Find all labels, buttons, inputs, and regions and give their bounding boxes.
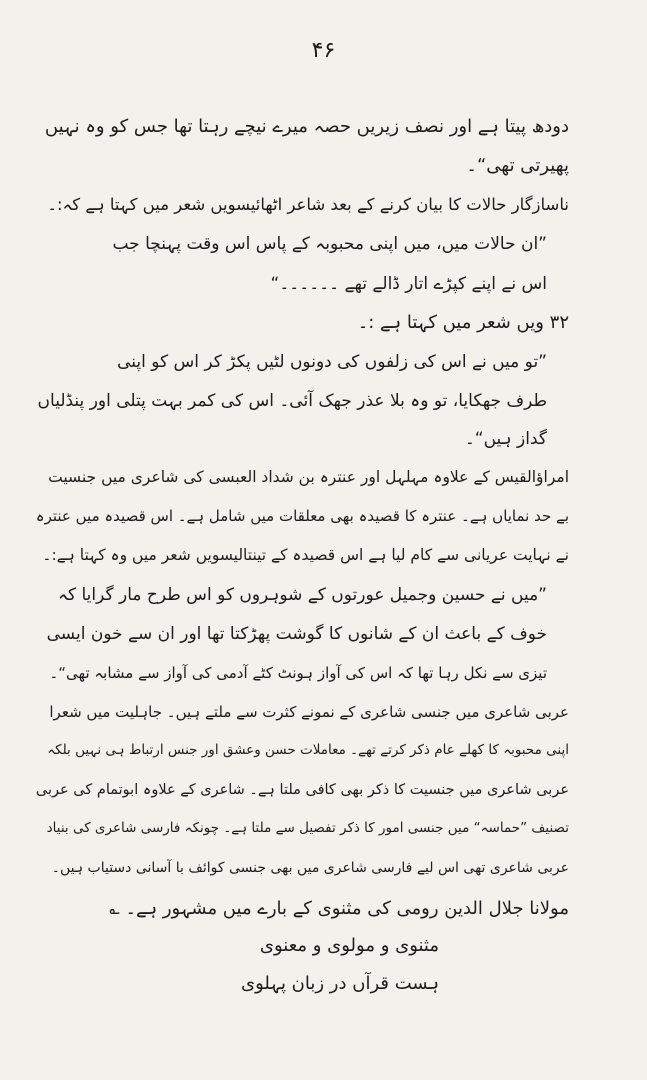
text-line: دودھ پیتا ہے اور نصف زیریں حصہ میرے نیچے رہتا تھا جس کو وہ نہیں bbox=[44, 116, 569, 137]
text-line: عربی شاعری میں جنسیت کا ذکر بھی کافی ملتا ہے۔ شاعری کے علاوہ ابوتمام کی عربی bbox=[35, 782, 569, 798]
text-line: تصنیف ”حماسہ“ میں جنسی امور کا ذکر تفصیل سے ملتا ہے۔ چونکہ فارسی شاعری کی بنیاد bbox=[46, 820, 569, 836]
quote-line: طرف جھکایا، تو وہ بلا عذر جھک آئی۔ اس کی کمر بہت پتلی اور پنڈلیاں bbox=[37, 391, 547, 411]
text-line: پھیرتی تھی“۔ bbox=[466, 155, 569, 176]
verse-line: ہست قرآں در زبان پہلوی bbox=[241, 973, 439, 994]
text-line: عربی شاعری میں جنسی شاعری کے نمونے کثرت سے ملتے ہیں۔ جاہلیت میں شعرا bbox=[49, 703, 569, 721]
text-line: ناسازگار حالات کا بیان کرنے کے بعد شاعر اٹھائیسویں شعر میں کہتا ہے کہ:۔ bbox=[47, 195, 569, 214]
text-line: ۳۲ ویں شعر میں کہتا ہے :۔ bbox=[357, 312, 569, 333]
quote-line: ”میں نے حسین وجمیل عورتوں کے شوہروں کو اس طرح مار گرایا کہ bbox=[58, 585, 547, 605]
text-line: اپنی محبوبہ کا کھلے عام ذکر کرتے تھے۔ معاملات حسن وعشق اور جنس ارتباط ہی نہیں بلکہ bbox=[47, 742, 569, 758]
quote-line: گداز ہیں“۔ bbox=[464, 429, 547, 449]
verse-line: مثنوی و مولوی و معنوی bbox=[259, 935, 439, 956]
quote-line: ”ان حالات میں، میں اپنی محبوبہ کے پاس اس وقت پہنچا جب bbox=[112, 234, 547, 254]
quote-line: خوف کے باعث ان کے شانوں کا گوشت پھڑکتا تھا اور ان سے خون ایسی bbox=[46, 624, 547, 644]
text-line: بے حد نمایاں ہے۔ عنترہ کا قصیدہ بھی معلقات میں شامل ہے۔ اس قصیدہ میں عنترہ bbox=[35, 507, 569, 525]
quote-line: اس نے اپنے کپڑے اتار ڈالے تھے ۔۔۔۔۔۔“ bbox=[270, 274, 547, 294]
quote-line: تیزی سے نکل رہا تھا کہ اس کی آواز ہونٹ کٹے آدمی کی آواز سے مشابہ تھی“۔ bbox=[49, 664, 547, 682]
text-line: عربی شاعری تھی اس لیے فارسی شاعری میں بھی جنسی کوائف با آسانی دستیاب ہیں۔ bbox=[51, 860, 569, 876]
text-line: مولانا جلال الدین رومی کی مثنوی کے بارے میں مشہور ہے۔ ؎ bbox=[109, 898, 569, 919]
quote-line: ”تو میں نے اس کی زلفوں کی دونوں لٹیں پکڑ کر اس کو اپنی bbox=[117, 352, 547, 372]
text-line: نے نہایت عریانی سے کام لیا ہے اس قصیدہ کے تینتالیسویں شعر میں وہ کہتا ہے:۔ bbox=[42, 546, 569, 564]
page-number: ۴۶ bbox=[311, 38, 336, 63]
text-line: امراؤالقیس کے علاوہ مہلہل اور عنترہ بن شداد العبسی کی شاعری میں جنسیت bbox=[48, 468, 569, 486]
